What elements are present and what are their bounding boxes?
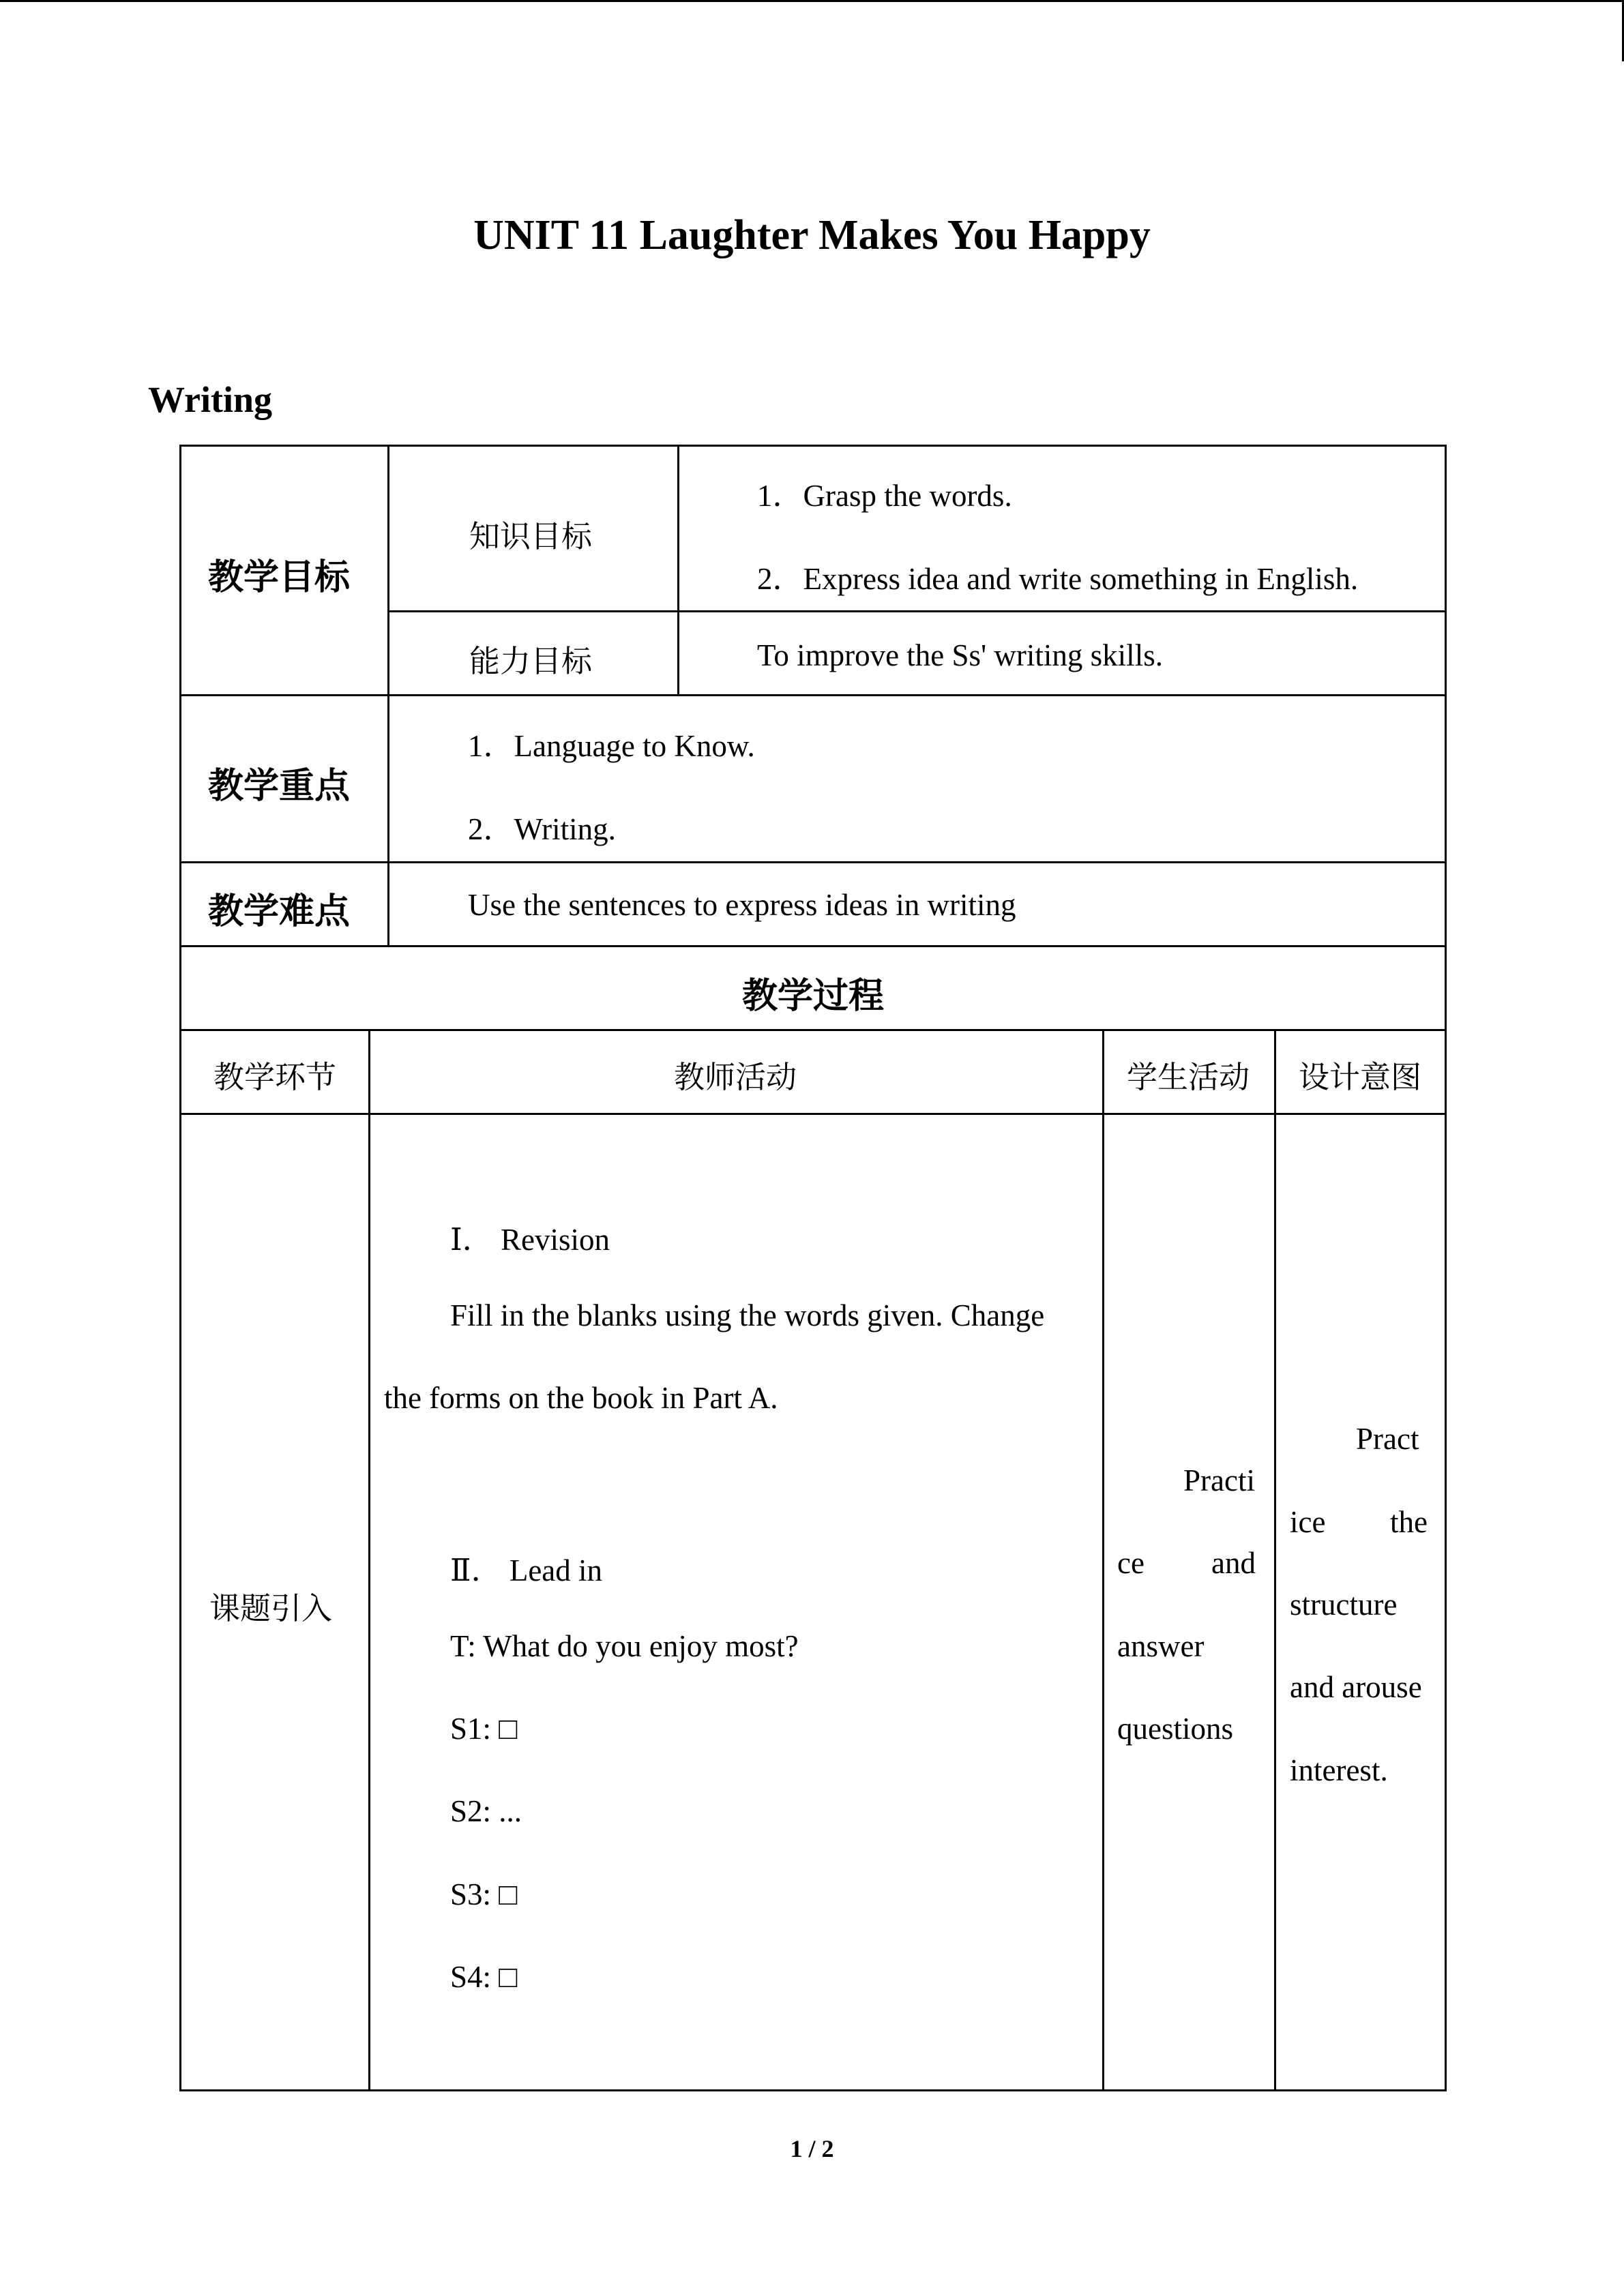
- objectives-label: 教学目标: [208, 557, 351, 598]
- lead-in-title: Ⅱ． Lead in: [450, 1553, 603, 1587]
- design-text-4: structure: [1290, 1587, 1398, 1622]
- column-header-stage: 教学环节: [213, 1059, 336, 1095]
- top-border: [0, 0, 1624, 2]
- page-number: 1 / 2: [790, 2135, 834, 2162]
- design-text-1: Pract: [1356, 1422, 1419, 1456]
- stage-cell: 课题引入: [209, 1590, 333, 1626]
- key-points-label: 教学重点: [208, 766, 351, 807]
- revision-line-2: the forms on the book in Part A.: [384, 1381, 778, 1415]
- student-text-3: and: [1211, 1546, 1256, 1580]
- student-text-4: answer: [1117, 1629, 1205, 1663]
- key-point-2: 2．Writing.: [468, 812, 616, 846]
- revision-title: Ⅰ． Revision: [450, 1223, 610, 1257]
- student-answer-2: S2: ...: [450, 1794, 522, 1828]
- ability-objective-text: To improve the Ss' writing skills.: [757, 638, 1163, 672]
- design-text-3: the: [1390, 1505, 1428, 1539]
- design-text-6: interest.: [1290, 1753, 1388, 1787]
- student-answer-3: S3: □: [450, 1877, 518, 1911]
- lead-in-question: T: What do you enjoy most?: [450, 1629, 799, 1663]
- column-header-student: 学生活动: [1126, 1059, 1250, 1095]
- student-text-2: ce: [1117, 1546, 1145, 1580]
- page-title: UNIT 11 Laughter Makes You Happy: [473, 212, 1151, 258]
- column-header-teacher: 教师活动: [673, 1059, 797, 1095]
- difficulties-label: 教学难点: [208, 891, 351, 932]
- knowledge-objective-label: 知识目标: [469, 518, 593, 554]
- design-text-2: ice: [1290, 1505, 1326, 1539]
- student-answer-1: S1: □: [450, 1712, 518, 1746]
- process-heading: 教学过程: [741, 976, 884, 1017]
- column-header-design: 设计意图: [1298, 1059, 1421, 1095]
- student-text-1: Practi: [1183, 1463, 1255, 1497]
- knowledge-item-2: 2．Express idea and write something in English.: [757, 562, 1359, 596]
- key-point-1: 1．Language to Know.: [468, 729, 755, 763]
- difficulties-text: Use the sentences to express ideas in writing: [468, 888, 1016, 922]
- design-text-5: and arouse: [1290, 1670, 1422, 1704]
- revision-line-1: Fill in the blanks using the words given. Change: [450, 1298, 1045, 1332]
- section-heading: Writing: [148, 379, 273, 420]
- knowledge-item-1: 1．Grasp the words.: [757, 479, 1012, 513]
- ability-objective-label: 能力目标: [469, 643, 593, 679]
- student-answer-4: S4: □: [450, 1960, 518, 1994]
- student-text-5: questions: [1117, 1712, 1234, 1746]
